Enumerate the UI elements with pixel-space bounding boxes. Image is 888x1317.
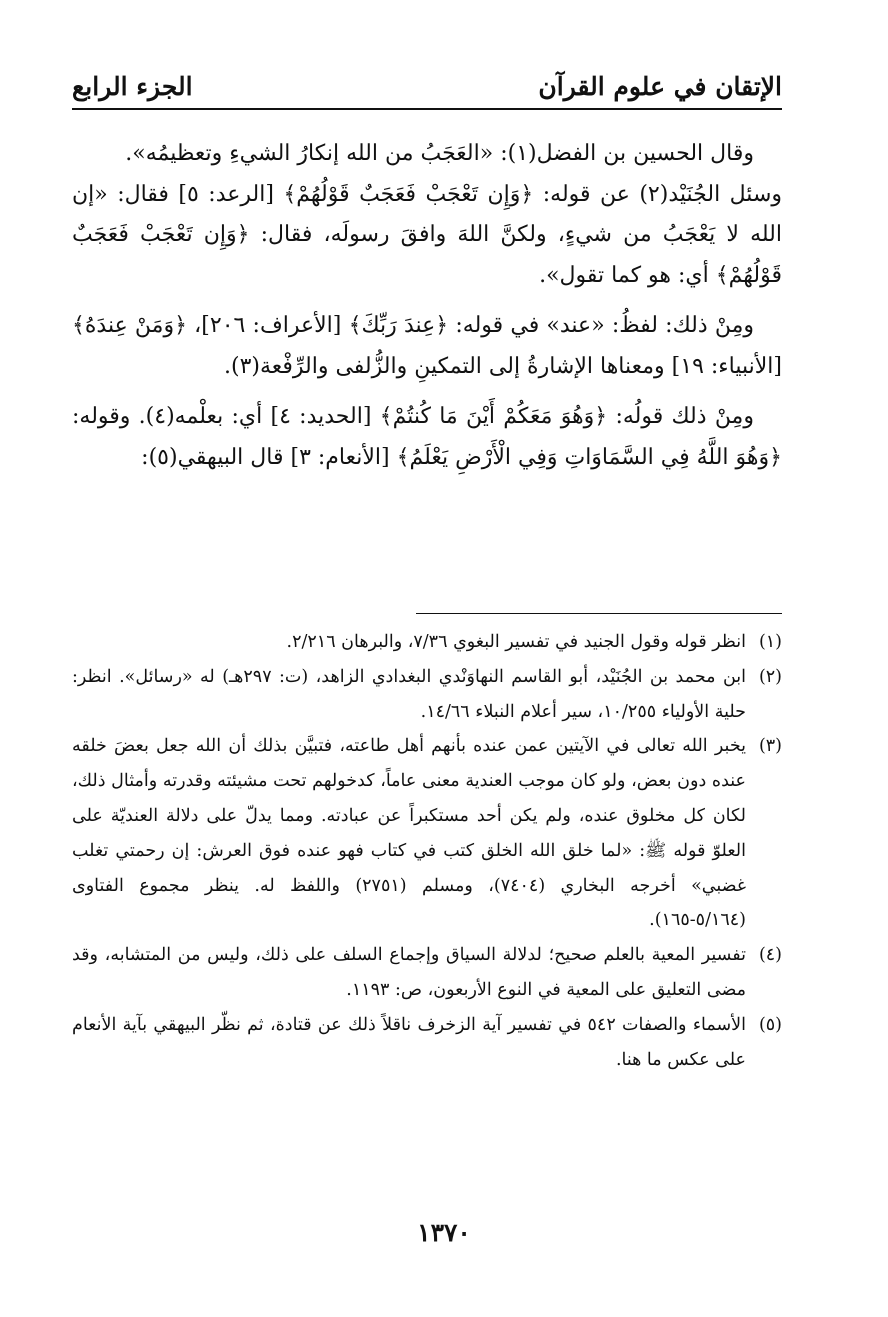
book-title: الإتقان في علوم القرآن <box>538 72 782 101</box>
paragraph: وقال الحسين بن الفضل(١): «العَجَبُ من الله إنكارُ الشيءِ وتعظيمُه». <box>125 141 754 166</box>
footnote <box>72 938 782 1008</box>
footnotes <box>72 625 782 1077</box>
footnote-number: (١) <box>758 632 782 652</box>
footnote-number: (٣) <box>758 736 782 757</box>
volume-label: الجزء الرابع <box>72 72 193 101</box>
footnote-separator <box>416 613 782 614</box>
footnote-number: (٥) <box>758 1014 782 1035</box>
paragraph: وسئل الجُنَيْد(٢) عن قوله: ﴿وَإِن تَعْجَبْ فَعَجَبٌ قَوْلُهُمْ﴾ [الرعد: ٥] فقال: «إن الله لا يَعْجَبُ من شيءٍ، ولكنَّ اللهَ وافقَ رسولَه، فقال: ﴿وَإِن تَعْجَبْ فَعَجَبٌ قَوْلُهُمْ﴾ أي: هو كما تقول». <box>72 181 782 288</box>
footnote <box>72 660 782 730</box>
footnote-text: انظر قوله وقول الجنيد في تفسير البغوي ٧/٣٦، والبرهان ٢/٢١٦. <box>286 632 746 652</box>
footnote <box>72 1008 782 1078</box>
paragraph: ومِنْ ذلك: لفظُ: «عند» في قوله: ﴿عِندَ رَبِّكَ﴾ [الأعراف: ٢٠٦]، ﴿وَمَنْ عِندَهُ﴾ [الأنبياء: ١٩] ومعناها الإشارةُ إلى التمكينِ والزُّلفى والرِّفْعة(٣). <box>72 313 782 379</box>
footnote <box>72 729 782 938</box>
footnote-number: (٤) <box>758 945 782 966</box>
page-number: ١٣٧٠ <box>417 1218 471 1247</box>
footnote-text: يخبر الله تعالى في الآيتين عمن عنده بأنهم أهل طاعته، فتبيَّن بذلك أن الله جعل بعضَ خلقه عنده دون بعض، ولو كان موجب العندية معنى عاماً، كدخولهم تحت مشيئته وقدرته وأمثال ذلك، لكان كل مخلوق عنده، ولم يكن أحد مستكبراً عن عبادته. ومما يدلّ على دلالة العنديّة على العلوّ قوله ﷺ: «لما خلق الله الخلق كتب في كتاب فهو عنده فوق العرش: إن رحمتي تغلب غضبي» أخرجه البخاري (٧٤٠٤)، ومسلم (٢٧٥١) واللفظ له. ينظر مجموع الفتاوى (٥/١٦٤-١٦٥). <box>72 736 746 931</box>
footnote-text: الأسماء والصفات ٥٤٢ في تفسير آية الزخرف ناقلاً ذلك عن قتادة، ثم نظّر البيهقي بآية الأنعام على عكس ما هنا. <box>72 1014 747 1070</box>
footnote <box>72 625 782 660</box>
running-header <box>72 62 782 110</box>
main-text <box>72 134 782 478</box>
paragraph: ومِنْ ذلك قولُه: ﴿وَهُوَ مَعَكُمْ أَيْنَ مَا كُنتُمْ﴾ [الحديد: ٤] أي: بعلْمه(٤). وقوله: ﴿وَهُوَ اللَّهُ فِي السَّمَاوَاتِ وَفِي الْأَرْضِ يَعْلَمُ﴾ [الأنعام: ٣] قال البيهقي(٥): <box>72 404 782 470</box>
footnote-number: (٢) <box>758 666 782 687</box>
footnote-text: ابن محمد بن الجُنَيْد، أبو القاسم النهاوَنْدي البغدادي الزاهد، (ت: ٢٩٧هـ) له «رسائل». انظر: حلية الأولياء ١٠/٢٥٥، سير أعلام النبلاء ١٤/٦٦. <box>72 666 746 722</box>
footnote-text: تفسير المعية بالعلم صحيح؛ لدلالة السياق وإجماع السلف على ذلك، وليس من المتشابه، وقد مضى التعليق على المعية في النوع الأربعون، ص: ١١٩٣. <box>72 945 746 1000</box>
